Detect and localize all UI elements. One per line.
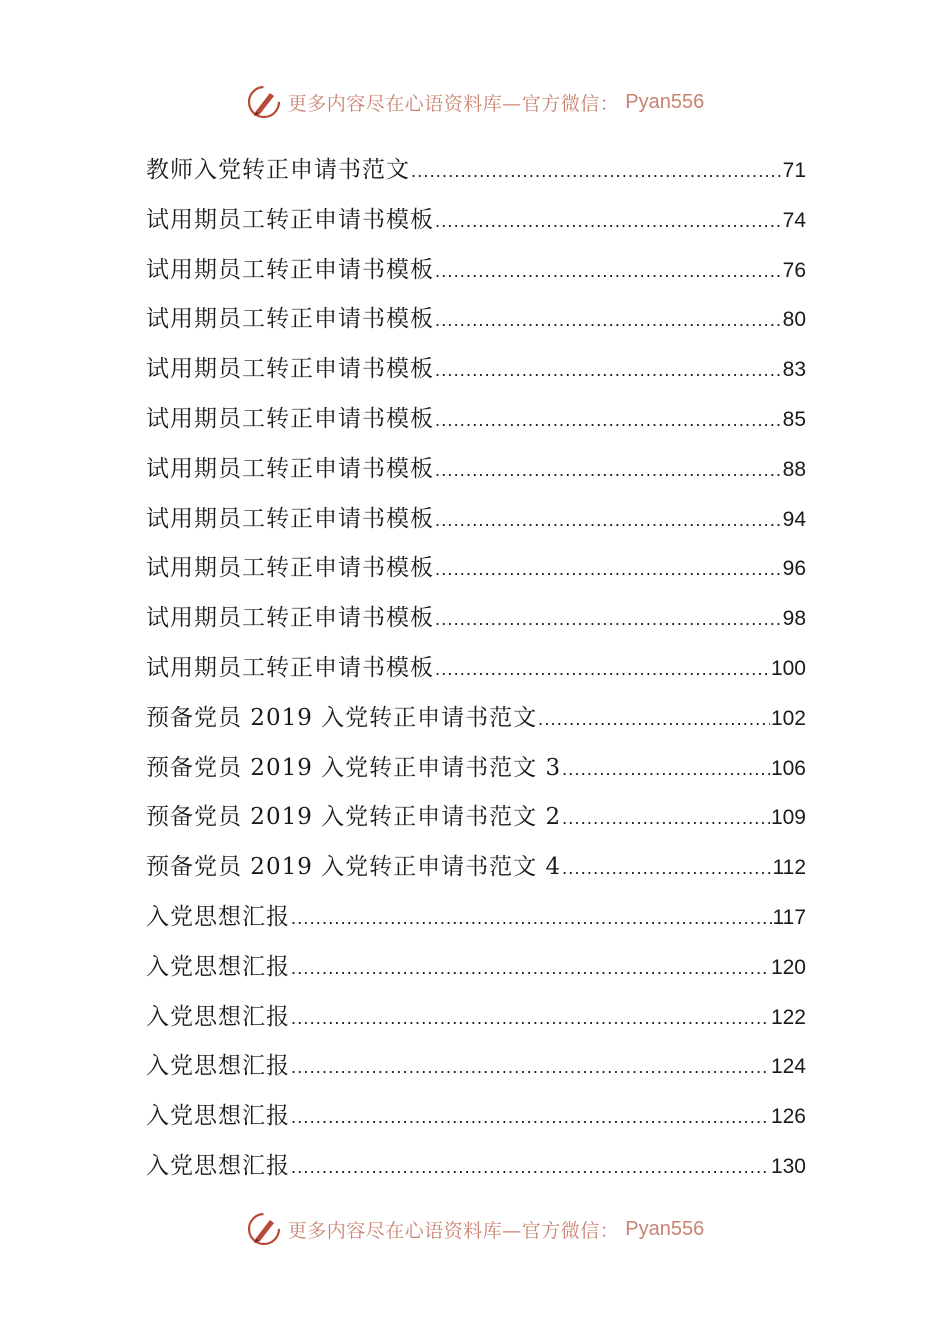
toc-entry-title: 预备党员 2019 入党转正申请书范文 [146, 704, 538, 731]
toc-entry-title: 试用期员工转正申请书模板 [146, 306, 434, 333]
toc-dot-leader [291, 994, 770, 1044]
watermark-text: 更多内容尽在心语资料库—官方微信： [287, 1219, 620, 1242]
watermark-text: 更多内容尽在心语资料库—官方微信： [287, 92, 620, 115]
toc-entry-title: 试用期员工转正申请书模板 [146, 356, 434, 383]
toc-entry-title: 入党思想汇报 [146, 953, 290, 980]
toc-dot-leader [291, 1143, 770, 1193]
toc-entry[interactable] [146, 295, 806, 345]
toc-entry-page-number: 83 [782, 358, 806, 382]
toc-entry-title: 入党思想汇报 [146, 1152, 290, 1179]
toc-entry-page-number: 126 [770, 1105, 806, 1129]
toc-entry-page-number: 74 [782, 208, 806, 232]
toc-entry-title: 预备党员 2019 入党转正申请书范文 4 [146, 854, 562, 881]
toc-dot-leader [435, 296, 782, 346]
toc-entry-title: 入党思想汇报 [146, 903, 290, 930]
toc-entry-page-number: 88 [782, 457, 806, 481]
toc-entry-page-number: 122 [770, 1005, 806, 1029]
toc-dot-leader [435, 247, 782, 297]
toc-dot-leader [435, 197, 782, 247]
toc-dot-leader [435, 645, 770, 695]
toc-entry-title: 试用期员工转正申请书模板 [146, 505, 434, 532]
toc-entry-page-number: 109 [770, 806, 806, 830]
toc-dot-leader [562, 844, 771, 894]
toc-entry[interactable] [146, 246, 806, 296]
toc-entry-page-number: 94 [782, 507, 806, 531]
toc-entry[interactable] [146, 993, 806, 1043]
toc-entry-title: 试用期员工转正申请书模板 [146, 256, 434, 283]
toc-entry-page-number: 102 [770, 706, 806, 730]
toc-entry-title: 试用期员工转正申请书模板 [146, 555, 434, 582]
toc-entry-title: 入党思想汇报 [146, 1003, 290, 1030]
toc-dot-leader [538, 695, 770, 745]
toc-entry[interactable] [146, 943, 806, 993]
footer-watermark [0, 1211, 950, 1247]
toc-entry[interactable] [146, 793, 806, 843]
toc-entry[interactable] [146, 495, 806, 545]
toc-entry-title: 入党思想汇报 [146, 1103, 290, 1130]
toc-entry-title: 试用期员工转正申请书模板 [146, 605, 434, 632]
toc-entry-page-number: 71 [782, 159, 806, 182]
header-watermark [0, 84, 950, 120]
toc-entry[interactable] [146, 744, 806, 794]
pen-logo-icon [246, 84, 282, 120]
toc-entry-page-number: 98 [782, 607, 806, 631]
table-of-contents [146, 146, 806, 1192]
toc-entry-page-number: 76 [782, 258, 806, 282]
toc-dot-leader [411, 147, 782, 197]
toc-entry-title: 预备党员 2019 入党转正申请书范文 2 [146, 804, 562, 831]
toc-entry[interactable] [146, 445, 806, 495]
toc-entry-page-number: 100 [770, 656, 806, 680]
toc-entry-page-number: 130 [770, 1154, 806, 1178]
toc-dot-leader [435, 346, 782, 396]
toc-entry-page-number: 80 [782, 308, 806, 332]
toc-entry[interactable] [146, 843, 806, 893]
watermark-wechat-id: Pyan556 [625, 90, 705, 113]
toc-dot-leader [291, 1043, 770, 1093]
toc-entry-title: 试用期员工转正申请书模板 [146, 654, 434, 681]
toc-entry[interactable] [146, 1142, 806, 1192]
toc-entry[interactable] [146, 694, 806, 744]
toc-entry-title: 预备党员 2019 入党转正申请书范文 3 [146, 754, 562, 781]
toc-entry-page-number: 96 [782, 557, 806, 581]
toc-entry[interactable] [146, 146, 806, 196]
toc-dot-leader [435, 446, 782, 496]
toc-dot-leader [291, 1093, 770, 1143]
toc-dot-leader [562, 745, 770, 795]
toc-entry[interactable] [146, 395, 806, 445]
toc-dot-leader [435, 595, 782, 645]
toc-dot-leader [291, 894, 772, 944]
toc-entry-title: 试用期员工转正申请书模板 [146, 405, 434, 432]
toc-dot-leader [435, 396, 782, 446]
toc-entry[interactable] [146, 544, 806, 594]
toc-entry[interactable] [146, 893, 806, 943]
toc-dot-leader [435, 545, 782, 595]
toc-entry-title: 入党思想汇报 [146, 1053, 290, 1080]
toc-entry-title: 教师入党转正申请书范文 [146, 157, 410, 183]
toc-dot-leader [291, 944, 770, 994]
watermark-wechat-id: Pyan556 [625, 1217, 705, 1240]
toc-entry-page-number: 106 [770, 756, 806, 780]
toc-entry-title: 试用期员工转正申请书模板 [146, 206, 434, 233]
toc-dot-leader [562, 794, 770, 844]
toc-entry-page-number: 124 [770, 1055, 806, 1079]
toc-entry-page-number: 117 [772, 905, 806, 929]
toc-entry-page-number: 120 [770, 955, 806, 979]
toc-entry[interactable] [146, 1042, 806, 1092]
toc-dot-leader [435, 496, 782, 546]
toc-entry-page-number: 112 [772, 856, 806, 880]
toc-entry[interactable] [146, 345, 806, 395]
toc-entry[interactable] [146, 196, 806, 246]
toc-entry-title: 试用期员工转正申请书模板 [146, 455, 434, 482]
toc-entry[interactable] [146, 594, 806, 644]
toc-entry-page-number: 85 [782, 407, 806, 431]
toc-entry[interactable] [146, 1092, 806, 1142]
pen-logo-icon [246, 1211, 282, 1247]
toc-entry[interactable] [146, 644, 806, 694]
